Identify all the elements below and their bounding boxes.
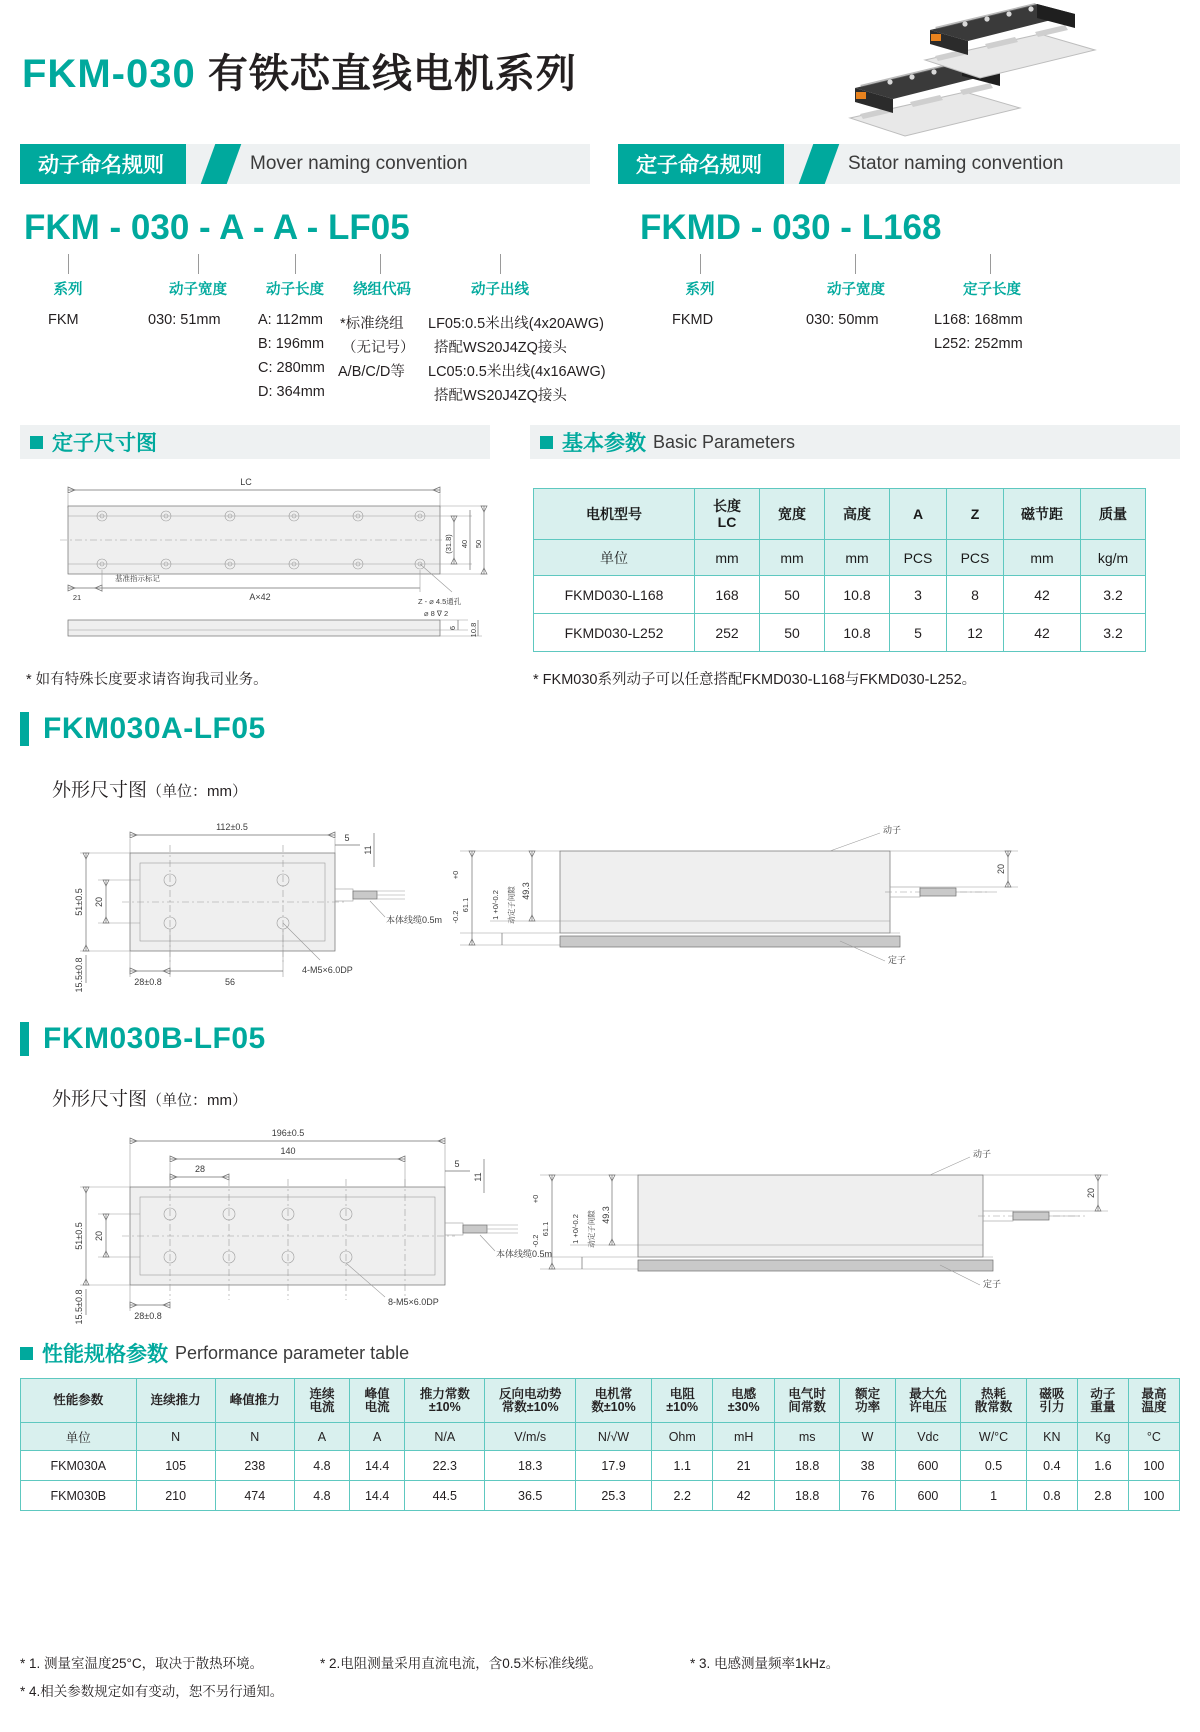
mover-col-4-value-0: LF05:0.5米出线(4x20AWG) bbox=[428, 316, 604, 332]
svg-text:Z - ⌀ 4.5通孔: Z - ⌀ 4.5通孔 bbox=[418, 597, 462, 606]
mover-col-4-value-1: 搭配WS20J4ZQ接头 bbox=[434, 340, 567, 356]
pf-unit-16: °C bbox=[1128, 1423, 1179, 1451]
pf-r0-c7: 17.9 bbox=[576, 1451, 652, 1481]
performance-heading-en: Performance parameter table bbox=[175, 1342, 410, 1363]
pf-r1-c8: 2.2 bbox=[652, 1481, 713, 1511]
svg-text:定子: 定子 bbox=[983, 1279, 1002, 1289]
svg-text:+0: +0 bbox=[531, 1194, 540, 1204]
section-b-dim-title-unit: （单位：mm） bbox=[147, 1092, 248, 1109]
mover-naming-banner bbox=[20, 144, 590, 184]
bp-unit-4: PCS bbox=[890, 540, 947, 576]
pf-r1-c3: 4.8 bbox=[294, 1481, 349, 1511]
product-photo bbox=[850, 0, 1190, 150]
pf-header-8: 电阻 ±10% bbox=[652, 1379, 713, 1423]
svg-text:49.3: 49.3 bbox=[601, 1206, 611, 1224]
performance-heading bbox=[20, 1338, 409, 1368]
pf-r1-c12: 600 bbox=[895, 1481, 961, 1511]
mover-col-4-value-2: LC05:0.5米出线(4x16AWG) bbox=[428, 364, 606, 380]
section-a-title: FKM030A-LF05 bbox=[43, 712, 266, 745]
stator-col-0-value-0: FKMD bbox=[672, 312, 714, 328]
square-bullet-icon bbox=[30, 436, 43, 449]
svg-text:28: 28 bbox=[194, 1164, 206, 1174]
pf-unit-1: N bbox=[136, 1423, 215, 1451]
stator-dimension-drawing bbox=[20, 468, 510, 658]
svg-text:5: 5 bbox=[454, 1159, 460, 1169]
mover-naming-tag: 动子命名规则 bbox=[20, 144, 186, 184]
mover-col-1-label: 动子宽度 bbox=[169, 282, 227, 298]
stator-dim-note: * 如有特殊长度要求请咨询我司业务。 bbox=[26, 672, 268, 688]
svg-text:140: 140 bbox=[280, 1146, 296, 1156]
pf-unit-11: W bbox=[840, 1423, 895, 1451]
pf-unit-9: mH bbox=[713, 1423, 774, 1451]
pf-header-13: 热耗 散常数 bbox=[961, 1379, 1027, 1423]
pf-r1-c14: 0.8 bbox=[1026, 1481, 1077, 1511]
pf-r1-c16: 100 bbox=[1128, 1481, 1179, 1511]
bp-r0-c1: 168 bbox=[695, 576, 760, 614]
mover-col-2-value-1: B: 196mm bbox=[258, 336, 325, 352]
footnote-2: * 2.电阻测量采用直流电流，含0.5米标准线缆。 bbox=[320, 1656, 603, 1671]
svg-text:20: 20 bbox=[94, 1230, 104, 1242]
bp-header-0: 电机型号 bbox=[534, 489, 695, 540]
stator-code: FKMD - 030 - L168 bbox=[640, 208, 942, 247]
pf-r0-c0: FKM030A bbox=[21, 1451, 137, 1481]
svg-text:196±0.5: 196±0.5 bbox=[271, 1128, 305, 1138]
pf-r0-c15: 1.6 bbox=[1077, 1451, 1128, 1481]
section-a-dim-title bbox=[52, 775, 247, 802]
pf-r0-c13: 0.5 bbox=[961, 1451, 1027, 1481]
pf-header-11: 额定 功率 bbox=[840, 1379, 895, 1423]
pf-header-4: 峰值 电流 bbox=[350, 1379, 405, 1423]
table-row bbox=[534, 614, 1146, 652]
bp-r0-c2: 50 bbox=[760, 576, 825, 614]
pf-header-3: 连续 电流 bbox=[294, 1379, 349, 1423]
bp-unit-5: PCS bbox=[947, 540, 1004, 576]
pf-header-0: 性能参数 bbox=[21, 1379, 137, 1423]
stator-col-2-label: 定子长度 bbox=[963, 282, 1021, 298]
pf-r1-c5: 44.5 bbox=[405, 1481, 485, 1511]
pf-r0-c1: 105 bbox=[136, 1451, 215, 1481]
bp-header-5: Z bbox=[947, 489, 1004, 540]
svg-text:20: 20 bbox=[996, 863, 1006, 875]
svg-text:61.1: 61.1 bbox=[461, 897, 470, 913]
basic-params-heading bbox=[530, 425, 1180, 459]
footnote-1: * 1. 测量室温度25°C，取决于散热环境。 bbox=[20, 1656, 264, 1671]
pf-unit-0: 单位 bbox=[21, 1423, 137, 1451]
pf-header-7: 电机常 数±10% bbox=[576, 1379, 652, 1423]
bp-r0-c0: FKMD030-L168 bbox=[534, 576, 695, 614]
svg-text:6: 6 bbox=[448, 625, 457, 631]
svg-text:20: 20 bbox=[94, 896, 104, 908]
svg-text:56: 56 bbox=[224, 977, 236, 987]
svg-text:51±0.5: 51±0.5 bbox=[74, 1222, 84, 1250]
bp-r1-c0: FKMD030-L252 bbox=[534, 614, 695, 652]
stator-col-2-value-0: L168: 168mm bbox=[934, 312, 1023, 328]
section-b-title: FKM030B-LF05 bbox=[43, 1022, 266, 1055]
svg-text:11: 11 bbox=[363, 845, 373, 855]
bp-header-1: 长度 LC bbox=[695, 489, 760, 540]
mover-col-4-value-3: 搭配WS20J4ZQ接头 bbox=[434, 388, 567, 404]
mover-col-1-value-0: 030: 51mm bbox=[148, 312, 221, 328]
svg-text:61.1: 61.1 bbox=[541, 1221, 550, 1237]
bp-r0-c7: 3.2 bbox=[1081, 576, 1146, 614]
stator-col-0-label: 系列 bbox=[685, 282, 715, 298]
pf-unit-3: A bbox=[294, 1423, 349, 1451]
svg-text:28±0.8: 28±0.8 bbox=[134, 977, 162, 987]
svg-text:49.3: 49.3 bbox=[521, 882, 531, 900]
pf-r0-c8: 1.1 bbox=[652, 1451, 713, 1481]
bp-r1-c4: 5 bbox=[890, 614, 947, 652]
pf-r1-c7: 25.3 bbox=[576, 1481, 652, 1511]
svg-text:28±0.8: 28±0.8 bbox=[134, 1311, 162, 1321]
svg-text:51±0.5: 51±0.5 bbox=[74, 888, 84, 916]
bp-r0-c3: 10.8 bbox=[825, 576, 890, 614]
pf-r1-c6: 36.5 bbox=[485, 1481, 576, 1511]
pf-r1-c0: FKM030B bbox=[21, 1481, 137, 1511]
square-bullet-icon-2 bbox=[540, 436, 553, 449]
performance-heading-cn: 性能规格参数 bbox=[42, 1343, 168, 1366]
pf-r0-c12: 600 bbox=[895, 1451, 961, 1481]
svg-text:动定子间隙: 动定子间隙 bbox=[587, 1210, 596, 1248]
section-a-bar bbox=[20, 712, 29, 746]
pf-header-15: 动子 重量 bbox=[1077, 1379, 1128, 1423]
pf-unit-8: Ohm bbox=[652, 1423, 713, 1451]
pf-r1-c2: 474 bbox=[215, 1481, 294, 1511]
svg-text:50: 50 bbox=[474, 539, 483, 549]
svg-text:1 +0/-0.2: 1 +0/-0.2 bbox=[571, 1214, 580, 1244]
svg-text:1 +0/-0.2: 1 +0/-0.2 bbox=[491, 890, 500, 920]
pf-r1-c11: 76 bbox=[840, 1481, 895, 1511]
pf-r0-c11: 38 bbox=[840, 1451, 895, 1481]
svg-text:20: 20 bbox=[1086, 1187, 1096, 1199]
svg-text:112±0.5: 112±0.5 bbox=[216, 822, 248, 832]
svg-text:(31.8): (31.8) bbox=[444, 534, 453, 554]
basic-params-table bbox=[533, 488, 1146, 652]
mover-naming-sub: Mover naming convention bbox=[250, 153, 468, 174]
pf-r1-c4: 14.4 bbox=[350, 1481, 405, 1511]
svg-text:15.5±0.8: 15.5±0.8 bbox=[74, 957, 84, 993]
bp-header-3: 高度 bbox=[825, 489, 890, 540]
pf-unit-5: N/A bbox=[405, 1423, 485, 1451]
pf-unit-13: W/°C bbox=[961, 1423, 1027, 1451]
svg-text:10.8: 10.8 bbox=[469, 622, 478, 638]
bp-unit-7: kg/m bbox=[1081, 540, 1146, 576]
mover-col-2-value-2: C: 280mm bbox=[258, 360, 325, 376]
bp-r1-c6: 42 bbox=[1004, 614, 1081, 652]
footnote-4: * 4.相关参数规定如有变动，恕不另行通知。 bbox=[20, 1684, 284, 1699]
section-b-drawing bbox=[40, 1115, 1160, 1330]
stator-col-1-value-0: 030: 50mm bbox=[806, 312, 879, 328]
pf-r0-c10: 18.8 bbox=[774, 1451, 840, 1481]
pf-r0-c4: 14.4 bbox=[350, 1451, 405, 1481]
bp-header-7: 质量 bbox=[1081, 489, 1146, 540]
stator-naming-sub: Stator naming convention bbox=[848, 153, 1064, 174]
table-row bbox=[534, 576, 1146, 614]
pf-r0-c6: 18.3 bbox=[485, 1451, 576, 1481]
pf-unit-14: KN bbox=[1026, 1423, 1077, 1451]
section-a-dim-title-unit: （单位：mm） bbox=[147, 783, 248, 800]
section-a-heading bbox=[20, 712, 266, 746]
pf-unit-15: Kg bbox=[1077, 1423, 1128, 1451]
bp-unit-1: mm bbox=[695, 540, 760, 576]
pf-header-16: 最高 温度 bbox=[1128, 1379, 1179, 1423]
pf-unit-6: V/m/s bbox=[485, 1423, 576, 1451]
pf-r1-c1: 210 bbox=[136, 1481, 215, 1511]
svg-text:15.5±0.8: 15.5±0.8 bbox=[74, 1289, 84, 1325]
mover-col-2-label: 动子长度 bbox=[266, 282, 324, 298]
performance-table bbox=[20, 1378, 1180, 1511]
svg-text:动子: 动子 bbox=[883, 825, 902, 835]
mover-col-3-value-2: A/B/C/D等 bbox=[338, 364, 405, 380]
page-title-model: FKM-030 bbox=[22, 52, 196, 96]
bp-r0-c6: 42 bbox=[1004, 576, 1081, 614]
table-row bbox=[21, 1481, 1180, 1511]
section-a-drawing bbox=[40, 805, 1160, 1000]
bp-unit-2: mm bbox=[760, 540, 825, 576]
section-a-dim-title-cn: 外形尺寸图 bbox=[52, 780, 148, 801]
page-title-rest: 有铁芯直线电机系列 bbox=[207, 52, 577, 96]
bp-header-4: A bbox=[890, 489, 947, 540]
bp-unit-6: mm bbox=[1004, 540, 1081, 576]
stator-naming-banner bbox=[618, 144, 1180, 184]
pf-header-14: 磁吸 引力 bbox=[1026, 1379, 1077, 1423]
svg-text:定子: 定子 bbox=[888, 955, 907, 965]
pf-header-12: 最大允 许电压 bbox=[895, 1379, 961, 1423]
section-b-dim-title bbox=[52, 1084, 247, 1111]
svg-text:动子: 动子 bbox=[973, 1149, 992, 1159]
stator-naming-tag: 定子命名规则 bbox=[618, 144, 784, 184]
svg-text:本体线缆0.5m: 本体线缆0.5m bbox=[496, 1249, 553, 1259]
pf-header-9: 电感 ±30% bbox=[713, 1379, 774, 1423]
bp-header-6: 磁节距 bbox=[1004, 489, 1081, 540]
bp-header-2: 宽度 bbox=[760, 489, 825, 540]
mover-col-2-value-0: A: 112mm bbox=[258, 312, 324, 328]
bp-r1-c2: 50 bbox=[760, 614, 825, 652]
pf-r0-c9: 21 bbox=[713, 1451, 774, 1481]
pf-r0-c16: 100 bbox=[1128, 1451, 1179, 1481]
svg-text:5: 5 bbox=[344, 833, 350, 843]
pf-unit-7: N/√W bbox=[576, 1423, 652, 1451]
pf-unit-12: Vdc bbox=[895, 1423, 961, 1451]
svg-text:动定子间隙: 动定子间隙 bbox=[507, 886, 516, 924]
pf-unit-10: ms bbox=[774, 1423, 840, 1451]
svg-text:21: 21 bbox=[72, 593, 82, 602]
svg-text:本体线缆0.5m: 本体线缆0.5m bbox=[386, 915, 443, 925]
svg-text:11: 11 bbox=[473, 1172, 483, 1182]
mover-col-4-label: 动子出线 bbox=[471, 282, 529, 298]
svg-text:+0: +0 bbox=[451, 870, 460, 880]
bp-unit-3: mm bbox=[825, 540, 890, 576]
pf-r1-c13: 1 bbox=[961, 1481, 1027, 1511]
pf-header-10: 电气时 间常数 bbox=[774, 1379, 840, 1423]
svg-text:-0.2: -0.2 bbox=[531, 1234, 540, 1248]
section-b-heading bbox=[20, 1022, 266, 1056]
mover-col-0-value-0: FKM bbox=[48, 312, 79, 328]
svg-text:4-M5×6.0DP: 4-M5×6.0DP bbox=[302, 965, 353, 975]
mover-col-2-value-3: D: 364mm bbox=[258, 384, 325, 400]
mover-col-3-label: 绕组代码 bbox=[353, 282, 411, 298]
table-row bbox=[21, 1451, 1180, 1481]
section-b-dim-title-cn: 外形尺寸图 bbox=[52, 1089, 148, 1110]
page-title bbox=[22, 42, 577, 99]
stator-col-2-value-1: L252: 252mm bbox=[934, 336, 1023, 352]
svg-text:⌀ 8 ∇ 2: ⌀ 8 ∇ 2 bbox=[424, 609, 449, 618]
square-bullet-icon-3 bbox=[20, 1347, 33, 1360]
pf-header-6: 反向电动势 常数±10% bbox=[485, 1379, 576, 1423]
svg-text:-0.2: -0.2 bbox=[451, 910, 460, 924]
basic-params-note: * FKM030系列动子可以任意搭配FKMD030-L168与FKMD030-L252。 bbox=[533, 672, 977, 688]
bp-unit-0: 单位 bbox=[534, 540, 695, 576]
svg-text:A×42: A×42 bbox=[249, 592, 271, 602]
pf-header-5: 推力常数 ±10% bbox=[405, 1379, 485, 1423]
basic-params-heading-cn: 基本参数 bbox=[562, 432, 646, 455]
svg-text:LC: LC bbox=[240, 477, 252, 487]
pf-r0-c5: 22.3 bbox=[405, 1451, 485, 1481]
svg-text:40: 40 bbox=[460, 539, 469, 549]
mover-code: FKM - 030 - A - A - LF05 bbox=[24, 208, 410, 247]
mover-col-0-label: 系列 bbox=[53, 282, 83, 298]
bp-r1-c5: 12 bbox=[947, 614, 1004, 652]
bp-r1-c7: 3.2 bbox=[1081, 614, 1146, 652]
mover-col-3-value-1: （无记号） bbox=[342, 340, 415, 356]
section-b-bar bbox=[20, 1022, 29, 1056]
pf-r0-c14: 0.4 bbox=[1026, 1451, 1077, 1481]
bp-r0-c4: 3 bbox=[890, 576, 947, 614]
pf-r1-c15: 2.8 bbox=[1077, 1481, 1128, 1511]
pf-r0-c3: 4.8 bbox=[294, 1451, 349, 1481]
basic-params-heading-en: Basic Parameters bbox=[653, 431, 796, 452]
footnote-3: * 3. 电感测量频率1kHz。 bbox=[690, 1656, 840, 1671]
stator-dim-heading-cn: 定子尺寸图 bbox=[52, 432, 157, 455]
pf-header-2: 峰值推力 bbox=[215, 1379, 294, 1423]
stator-dim-heading bbox=[20, 425, 490, 459]
pf-unit-4: A bbox=[350, 1423, 405, 1451]
pf-r0-c2: 238 bbox=[215, 1451, 294, 1481]
pf-unit-2: N bbox=[215, 1423, 294, 1451]
svg-text:基准指示标记: 基准指示标记 bbox=[115, 574, 160, 583]
pf-r1-c10: 18.8 bbox=[774, 1481, 840, 1511]
bp-r1-c1: 252 bbox=[695, 614, 760, 652]
stator-col-1-label: 动子宽度 bbox=[827, 282, 885, 298]
bp-r0-c5: 8 bbox=[947, 576, 1004, 614]
bp-r1-c3: 10.8 bbox=[825, 614, 890, 652]
svg-text:8-M5×6.0DP: 8-M5×6.0DP bbox=[388, 1297, 439, 1307]
pf-header-1: 连续推力 bbox=[136, 1379, 215, 1423]
mover-col-3-value-0: *标准绕组 bbox=[340, 316, 404, 332]
pf-r1-c9: 42 bbox=[713, 1481, 774, 1511]
